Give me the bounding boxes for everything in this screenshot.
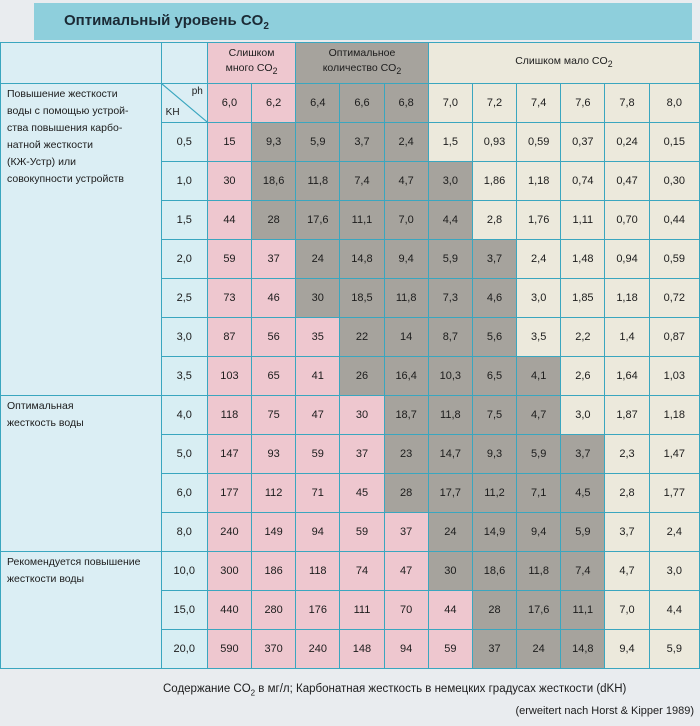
co2-cell: 14,8 [340, 240, 384, 279]
co2-cell: 112 [252, 474, 296, 513]
co2-cell: 11,8 [428, 396, 472, 435]
co2-cell: 0,94 [605, 240, 649, 279]
co2-cell: 111 [340, 591, 384, 630]
kh-value: 5,0 [161, 435, 207, 474]
co2-cell: 11,1 [561, 591, 605, 630]
co2-cell: 4,1 [517, 357, 561, 396]
co2-cell: 74 [340, 552, 384, 591]
co2-cell: 56 [252, 318, 296, 357]
kh-value: 20,0 [161, 630, 207, 669]
sidebar-line: Повышение жесткости [7, 88, 118, 100]
co2-cell: 70 [384, 591, 428, 630]
co2-cell: 1,87 [605, 396, 649, 435]
co2-cell: 2,4 [384, 123, 428, 162]
co2-cell: 14,7 [428, 435, 472, 474]
sidebar-optimal [1, 396, 162, 552]
group-optimal-sub: 2 [396, 66, 402, 77]
co2-cell: 280 [252, 591, 296, 630]
group-too-much-line1: Слишком [228, 47, 275, 60]
source-note: (erweitert nach Horst & Kipper 1989) [515, 705, 694, 717]
co2-cell: 15 [207, 123, 251, 162]
co2-cell: 0,74 [561, 162, 605, 201]
kh-value: 2,0 [161, 240, 207, 279]
co2-cell: 7,0 [384, 201, 428, 240]
co2-cell: 1,18 [517, 162, 561, 201]
co2-cell: 18,6 [472, 552, 516, 591]
co2-cell: 0,44 [649, 201, 699, 240]
co2-cell: 0,72 [649, 279, 699, 318]
sidebar-line: жесткость воды [7, 417, 84, 429]
co2-cell: 3,7 [605, 513, 649, 552]
co2-cell: 2,4 [649, 513, 699, 552]
group-too-much [207, 43, 295, 84]
co2-cell: 47 [384, 552, 428, 591]
ph-value: 7,8 [605, 84, 649, 123]
ph-value: 6,2 [252, 84, 296, 123]
co2-cell: 9,3 [472, 435, 516, 474]
ph-value: 6,6 [340, 84, 384, 123]
co2-cell: 16,4 [384, 357, 428, 396]
co2-cell: 24 [517, 630, 561, 669]
co2-cell: 22 [340, 318, 384, 357]
co2-cell: 118 [207, 396, 251, 435]
co2-cell: 3,7 [472, 240, 516, 279]
co2-cell: 2,4 [517, 240, 561, 279]
corner-cell [161, 84, 207, 123]
co2-cell: 9,3 [252, 123, 296, 162]
footer-note [163, 683, 626, 697]
kh-value: 6,0 [161, 474, 207, 513]
co2-cell: 240 [207, 513, 251, 552]
sidebar-line: (КЖ-Устр) или [7, 156, 76, 168]
co2-cell: 5,9 [561, 513, 605, 552]
co2-cell: 7,4 [340, 162, 384, 201]
co2-cell: 26 [340, 357, 384, 396]
table-body [1, 43, 700, 669]
co2-cell: 3,7 [340, 123, 384, 162]
ph-value: 7,6 [561, 84, 605, 123]
co2-cell: 2,8 [605, 474, 649, 513]
sidebar-line: жесткости воды [7, 573, 85, 585]
title-main: Оптимальный уровень CO [64, 11, 264, 29]
co2-cell: 1,76 [517, 201, 561, 240]
group-optimal [296, 43, 429, 84]
co2-cell: 0,24 [605, 123, 649, 162]
co2-cell: 28 [252, 201, 296, 240]
co2-cell: 5,9 [428, 240, 472, 279]
co2-cell: 28 [384, 474, 428, 513]
co2-cell: 59 [428, 630, 472, 669]
co2-cell: 44 [207, 201, 251, 240]
co2-cell: 0,70 [605, 201, 649, 240]
title-subscript: 2 [263, 20, 269, 32]
co2-cell: 0,87 [649, 318, 699, 357]
co2-cell: 176 [296, 591, 340, 630]
group-too-little [428, 43, 699, 84]
kh-value: 4,0 [161, 396, 207, 435]
co2-cell: 3,0 [428, 162, 472, 201]
group-too-little-line1: Слишком мало CO [515, 54, 608, 67]
co2-cell: 2,6 [561, 357, 605, 396]
co2-cell: 87 [207, 318, 251, 357]
co2-cell: 3,0 [561, 396, 605, 435]
footer-pre: Содержание CO [163, 683, 251, 695]
co2-cell: 0,59 [649, 240, 699, 279]
co2-cell: 4,7 [384, 162, 428, 201]
co2-cell: 11,8 [384, 279, 428, 318]
co2-cell: 7,4 [561, 552, 605, 591]
sidebar-line: Оптимальная [7, 400, 74, 412]
co2-cell: 1,64 [605, 357, 649, 396]
co2-cell: 4,6 [472, 279, 516, 318]
ph-value: 8,0 [649, 84, 699, 123]
co2-cell: 45 [340, 474, 384, 513]
co2-cell: 0,47 [605, 162, 649, 201]
co2-cell: 0,30 [649, 162, 699, 201]
co2-cell: 5,6 [472, 318, 516, 357]
co2-cell: 10,3 [428, 357, 472, 396]
co2-cell: 8,7 [428, 318, 472, 357]
co2-cell: 1,5 [428, 123, 472, 162]
group-too-little-sub: 2 [607, 59, 613, 70]
co2-cell: 5,9 [649, 630, 699, 669]
co2-cell: 30 [296, 279, 340, 318]
sidebar-line: воды с помощью устрой- [7, 105, 129, 117]
co2-cell: 0,93 [472, 123, 516, 162]
ph-value: 7,2 [472, 84, 516, 123]
co2-cell: 4,5 [561, 474, 605, 513]
header-gap-left [1, 43, 162, 84]
kh-value: 1,5 [161, 201, 207, 240]
co2-cell: 1,48 [561, 240, 605, 279]
co2-cell: 9,4 [605, 630, 649, 669]
title-bar [34, 3, 692, 40]
sidebar-increase [1, 84, 162, 396]
co2-cell: 37 [384, 513, 428, 552]
group-optimal-line1: Оптимальное [328, 47, 396, 60]
co2-cell: 370 [252, 630, 296, 669]
co2-cell: 35 [296, 318, 340, 357]
co2-cell: 59 [340, 513, 384, 552]
co2-cell: 149 [252, 513, 296, 552]
sidebar-line: Рекомендуется повышение [7, 556, 141, 568]
kh-value: 3,5 [161, 357, 207, 396]
co2-cell: 14,8 [561, 630, 605, 669]
kh-value: 8,0 [161, 513, 207, 552]
co2-cell: 44 [428, 591, 472, 630]
co2-cell: 73 [207, 279, 251, 318]
co2-cell: 14 [384, 318, 428, 357]
kh-value: 10,0 [161, 552, 207, 591]
co2-cell: 75 [252, 396, 296, 435]
co2-cell: 4,4 [649, 591, 699, 630]
co2-cell: 7,3 [428, 279, 472, 318]
ph-value: 6,0 [207, 84, 251, 123]
ph-value: 7,4 [517, 84, 561, 123]
co2-cell: 4,4 [428, 201, 472, 240]
co2-cell: 9,4 [384, 240, 428, 279]
table-row [1, 396, 700, 435]
co2-cell: 1,47 [649, 435, 699, 474]
co2-cell: 17,6 [296, 201, 340, 240]
co2-cell: 5,9 [517, 435, 561, 474]
co2-cell: 186 [252, 552, 296, 591]
co2-cell: 440 [207, 591, 251, 630]
footer-sub: 2 [250, 688, 256, 698]
co2-cell: 37 [252, 240, 296, 279]
co2-cell: 118 [296, 552, 340, 591]
co2-cell: 3,7 [561, 435, 605, 474]
ph-value: 6,8 [384, 84, 428, 123]
header-gap-kh [161, 43, 207, 84]
co2-cell: 17,7 [428, 474, 472, 513]
co2-cell: 28 [472, 591, 516, 630]
co2-cell: 18,7 [384, 396, 428, 435]
corner-kh-label: KH [165, 107, 180, 118]
co2-cell: 47 [296, 396, 340, 435]
page-title [64, 12, 269, 32]
group-optimal-line2: количество CO [322, 62, 397, 75]
co2-cell: 46 [252, 279, 296, 318]
co2-cell: 3,0 [649, 552, 699, 591]
co2-cell: 148 [340, 630, 384, 669]
footer-post: в мг/л; Карбонатная жесткость в немецких градусах жесткости (dKH) [255, 683, 627, 695]
co2-cell: 1,85 [561, 279, 605, 318]
ph-row [1, 84, 700, 123]
co2-cell: 2,3 [605, 435, 649, 474]
group-too-much-sub: 2 [272, 66, 278, 77]
co2-cell: 1,18 [649, 396, 699, 435]
kh-value: 15,0 [161, 591, 207, 630]
co2-cell: 11,8 [296, 162, 340, 201]
co2-cell: 93 [252, 435, 296, 474]
group-header-row [1, 43, 700, 84]
sidebar-line: натной жесткости [7, 139, 94, 151]
co2-cell: 103 [207, 357, 251, 396]
co2-cell: 300 [207, 552, 251, 591]
co2-cell: 59 [207, 240, 251, 279]
co2-cell: 59 [296, 435, 340, 474]
co2-cell: 4,7 [605, 552, 649, 591]
co2-cell: 30 [428, 552, 472, 591]
co2-cell: 590 [207, 630, 251, 669]
co2-cell: 1,77 [649, 474, 699, 513]
co2-cell: 24 [428, 513, 472, 552]
ph-value: 7,0 [428, 84, 472, 123]
co2-cell: 0,59 [517, 123, 561, 162]
co2-cell: 6,5 [472, 357, 516, 396]
co2-cell: 1,18 [605, 279, 649, 318]
kh-value: 2,5 [161, 279, 207, 318]
co2-cell: 177 [207, 474, 251, 513]
co2-cell: 2,8 [472, 201, 516, 240]
co2-cell: 7,0 [605, 591, 649, 630]
kh-value: 1,0 [161, 162, 207, 201]
co2-cell: 5,9 [296, 123, 340, 162]
ph-value: 6,4 [296, 84, 340, 123]
co2-cell: 65 [252, 357, 296, 396]
co2-cell: 1,11 [561, 201, 605, 240]
co2-cell: 9,4 [517, 513, 561, 552]
co2-cell: 2,2 [561, 318, 605, 357]
co2-cell: 4,7 [517, 396, 561, 435]
sidebar-recommended [1, 552, 162, 669]
co2-cell: 94 [384, 630, 428, 669]
co2-cell: 3,5 [517, 318, 561, 357]
co2-cell: 0,15 [649, 123, 699, 162]
table-row [1, 552, 700, 591]
kh-value: 3,0 [161, 318, 207, 357]
sidebar-line: ства повышения карбо- [7, 122, 123, 134]
co2-cell: 11,2 [472, 474, 516, 513]
co2-cell: 94 [296, 513, 340, 552]
co2-cell: 11,1 [340, 201, 384, 240]
co2-cell: 37 [472, 630, 516, 669]
group-too-much-line2: много CO [225, 62, 273, 75]
co2-cell: 240 [296, 630, 340, 669]
co2-cell: 1,86 [472, 162, 516, 201]
co2-table [0, 42, 700, 669]
co2-cell: 30 [207, 162, 251, 201]
co2-cell: 7,5 [472, 396, 516, 435]
co2-cell: 14,9 [472, 513, 516, 552]
co2-cell: 1,4 [605, 318, 649, 357]
co2-cell: 3,0 [517, 279, 561, 318]
co2-cell: 7,1 [517, 474, 561, 513]
co2-cell: 17,6 [517, 591, 561, 630]
co2-cell: 147 [207, 435, 251, 474]
co2-cell: 30 [340, 396, 384, 435]
corner-ph-label: ph [191, 86, 203, 97]
co2-cell: 24 [296, 240, 340, 279]
co2-cell: 41 [296, 357, 340, 396]
co2-cell: 1,03 [649, 357, 699, 396]
co2-cell: 11,8 [517, 552, 561, 591]
kh-value: 0,5 [161, 123, 207, 162]
co2-cell: 23 [384, 435, 428, 474]
co2-cell: 37 [340, 435, 384, 474]
sidebar-line: совокупности устройств [7, 173, 125, 185]
co2-cell: 0,37 [561, 123, 605, 162]
co2-cell: 18,6 [252, 162, 296, 201]
co2-cell: 71 [296, 474, 340, 513]
co2-cell: 18,5 [340, 279, 384, 318]
